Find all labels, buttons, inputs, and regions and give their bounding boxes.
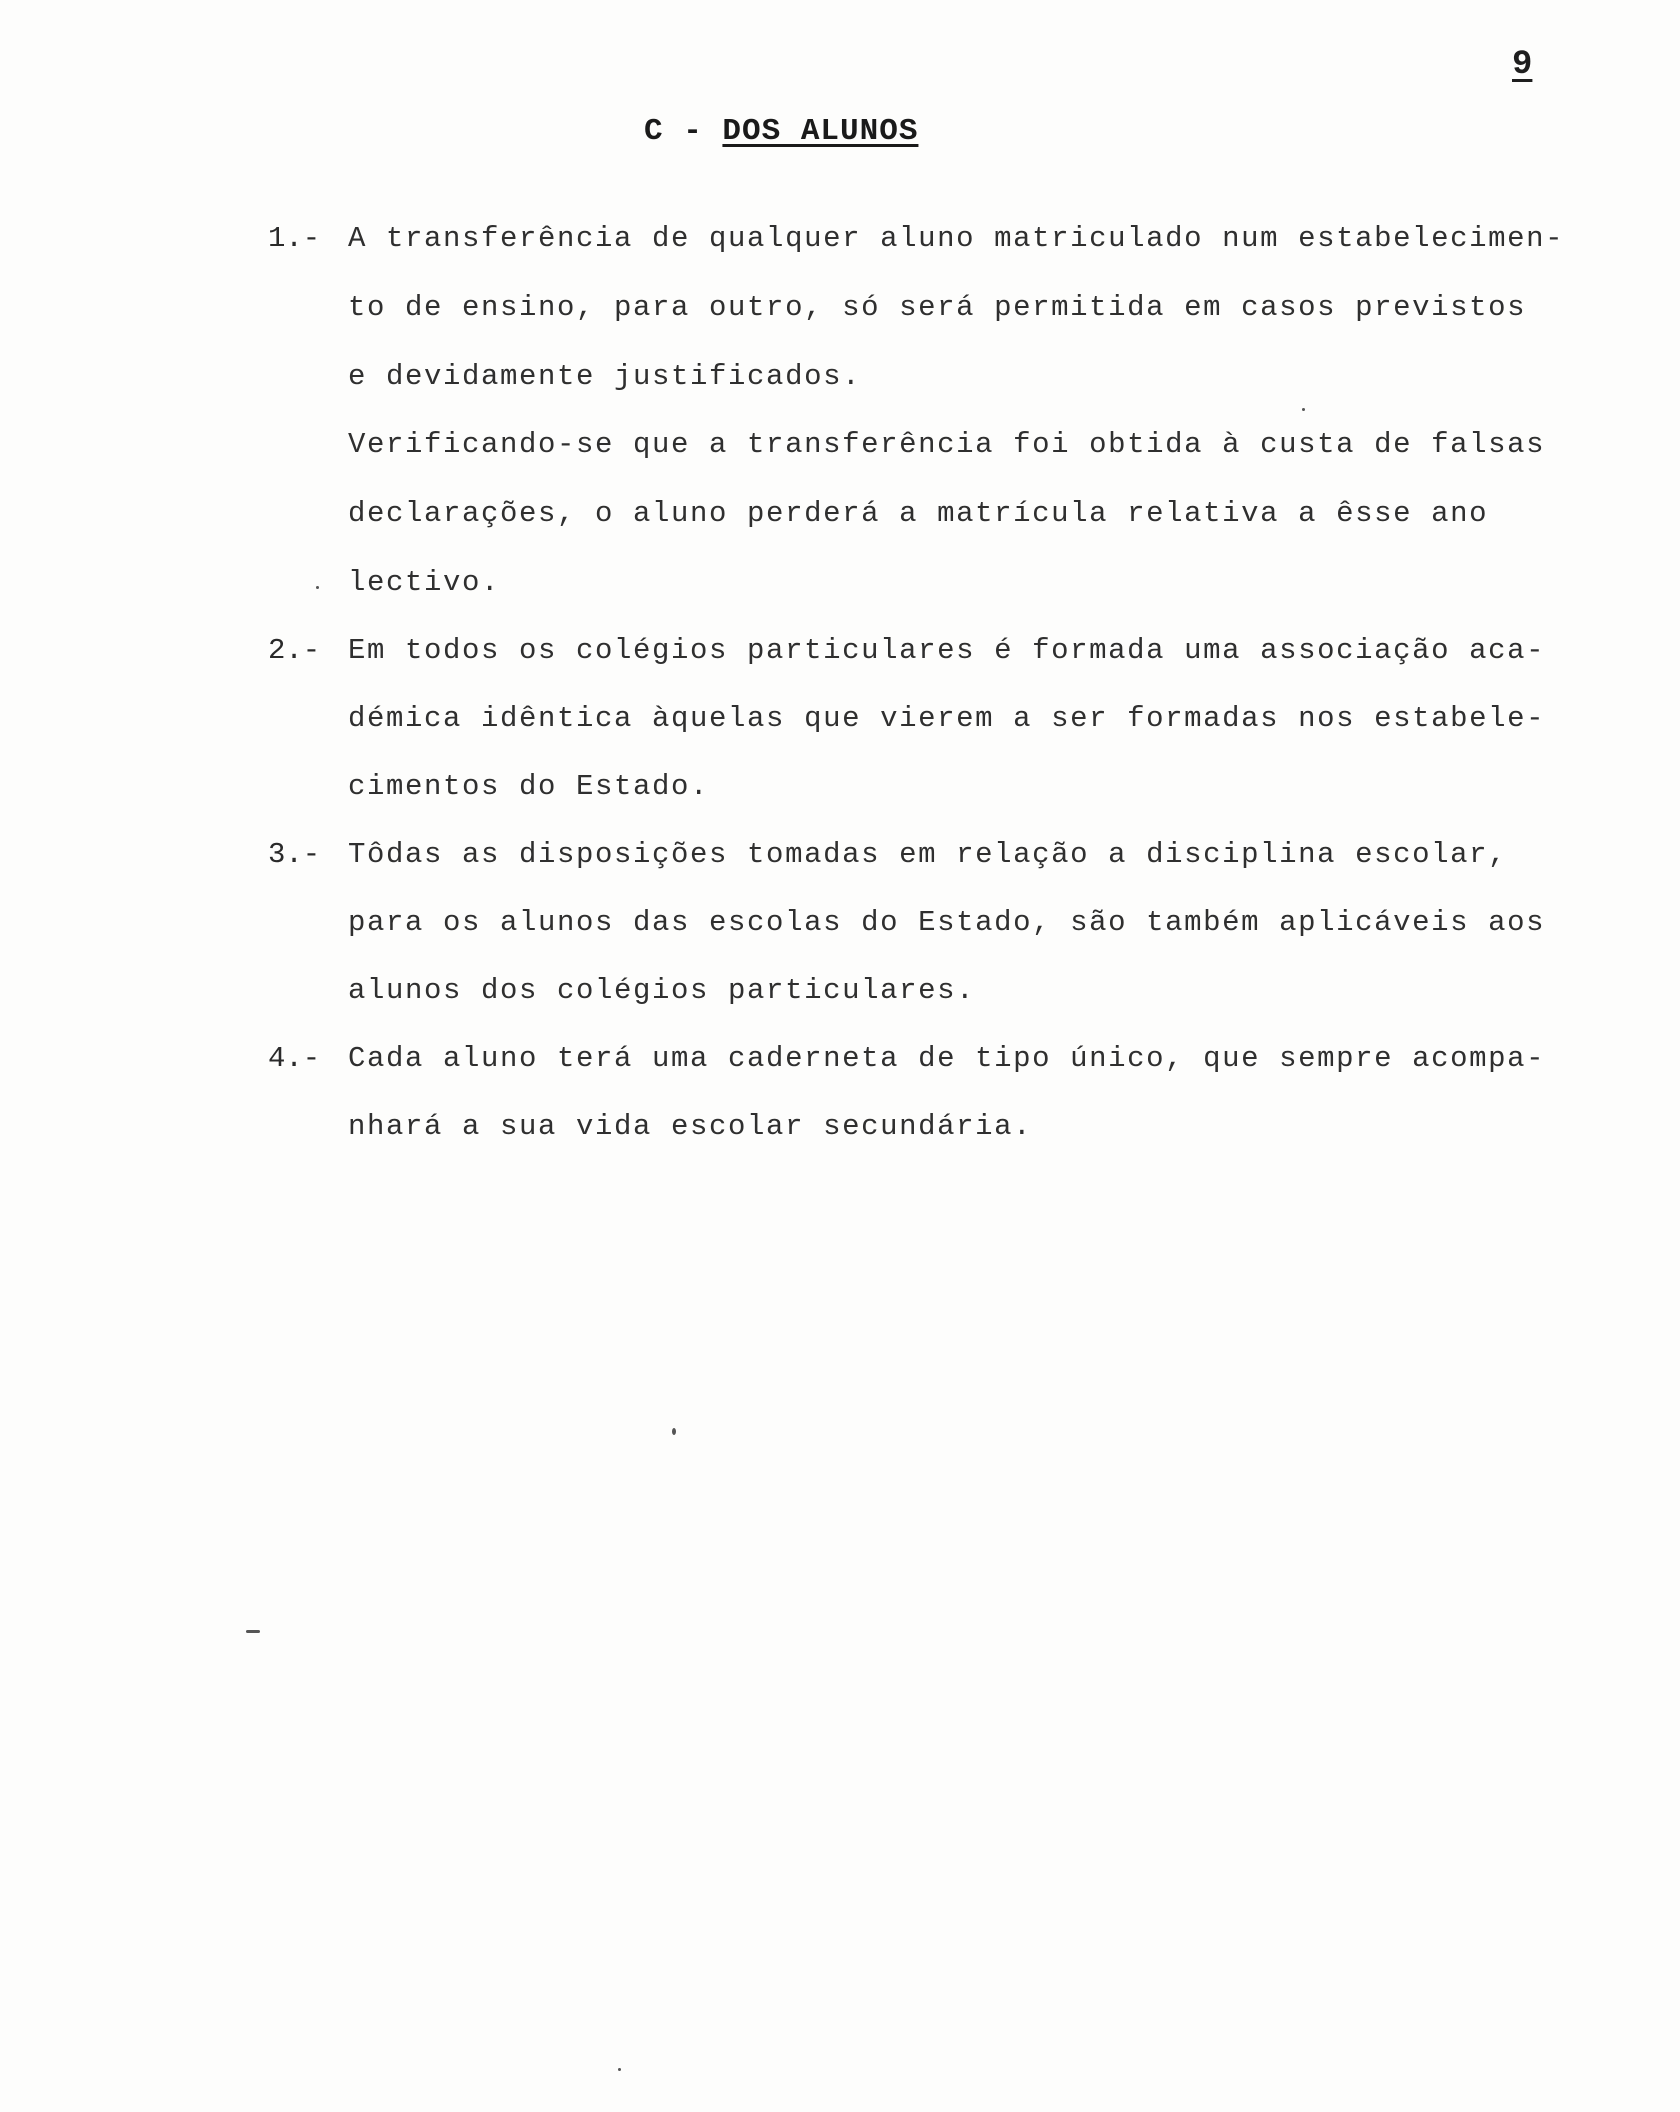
item-4-line-1: Cada aluno terá uma caderneta de tipo único, que sempre acompa- bbox=[348, 1042, 1546, 1075]
scan-speck bbox=[618, 2068, 621, 2071]
item-4-number: 4.- bbox=[268, 1042, 321, 1075]
item-1-line-3: e devidamente justificados. bbox=[348, 360, 862, 393]
section-title bbox=[644, 114, 918, 149]
page-number: 9 bbox=[1512, 46, 1533, 84]
scan-speck bbox=[672, 1428, 676, 1435]
scan-speck bbox=[246, 1630, 260, 1633]
item-2-line-1: Em todos os colégios particulares é formada uma associação aca- bbox=[348, 634, 1546, 667]
scan-speck bbox=[1302, 408, 1305, 411]
item-2-line-2: démica idêntica àquelas que vierem a ser formadas nos estabele- bbox=[348, 702, 1546, 735]
item-1-number: 1.- bbox=[268, 222, 321, 255]
item-2-number: 2.- bbox=[268, 634, 321, 667]
item-3-line-3: alunos dos colégios particulares. bbox=[348, 974, 976, 1007]
section-prefix: C - bbox=[644, 114, 723, 149]
scan-speck bbox=[316, 586, 319, 589]
item-1-line-4: Verificando-se que a transferência foi obtida à custa de falsas bbox=[348, 428, 1546, 461]
item-3-line-2: para os alunos das escolas do Estado, são também aplicáveis aos bbox=[348, 906, 1546, 939]
item-1-line-6: lectivo. bbox=[348, 566, 501, 599]
item-4-line-2: nhará a sua vida escolar secundária. bbox=[348, 1110, 1033, 1143]
item-3-line-1: Tôdas as disposições tomadas em relação a disciplina escolar, bbox=[348, 838, 1508, 871]
item-2-line-3: cimentos do Estado. bbox=[348, 770, 710, 803]
item-3-number: 3.- bbox=[268, 838, 321, 871]
section-heading: DOS ALUNOS bbox=[722, 114, 919, 149]
item-1-line-1: A transferência de qualquer aluno matriculado num estabelecimen- bbox=[348, 222, 1565, 255]
item-1-line-2: to de ensino, para outro, só será permitida em casos previstos bbox=[348, 291, 1527, 324]
item-1-line-5: declarações, o aluno perderá a matrícula relativa a êsse ano bbox=[348, 497, 1489, 530]
